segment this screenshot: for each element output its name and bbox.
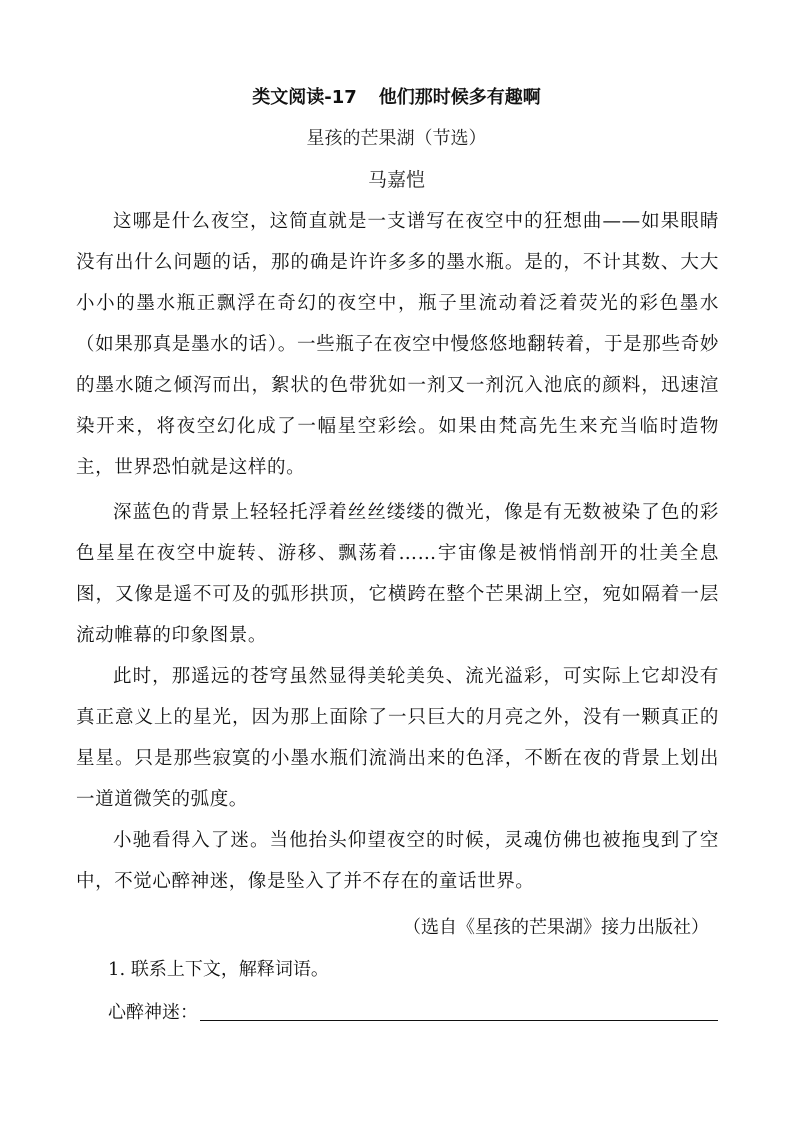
page-title [0, 86, 793, 110]
article-author: 马嘉恺 [367, 169, 425, 191]
title-theme: 他们那时候多有趣啊 [378, 87, 541, 108]
title-series: 类文阅读-17 [252, 87, 357, 108]
source-citation: （选自《星孩的芒果湖》接力出版社） [403, 917, 709, 938]
article-title: 星孩的芒果湖（节选） [306, 128, 487, 149]
paragraph-3: 此时，那遥远的苍穹虽然显得美轮美奂、流光溢彩，可实际上它却没有真正意义上的星光，因为那上面除了一只巨大的月亮之外，没有一颗真正的星星。只是那些寂寞的小墨水瓶们流淌出来的色泽，不断在夜的背景上划出一道道微笑的弧度。 [76, 666, 719, 810]
paragraph-2: 深蓝色的背景上轻轻托浮着丝丝缕缕的微光，像是有无数被染了色的彩色星星在夜空中旋转、游移、飘荡着……宇宙像是被悄悄剖开的壮美全息图，又像是遥不可及的弧形拱顶，它横跨在整个芒果湖上空，宛如隔着一层流动帷幕的印象图景。 [76, 502, 719, 646]
answer-blank-line[interactable] [200, 1020, 718, 1021]
term-label: 心醉神迷： [108, 1002, 198, 1023]
paragraph-1: 这哪是什么夜空，这简直就是一支谱写在夜空中的狂想曲——如果眼睛没有出什么问题的话，那的确是许许多多的墨水瓶。是的，不计其数、大大小小的墨水瓶正飘浮在奇幻的夜空中，瓶子里流动着泛着荧光的彩色墨水（如果那真是墨水的话）。一些瓶子在夜空中慢悠悠地翻转着，于是那些奇妙的墨水随之倾泻而出，絮状的色带犹如一剂又一剂沉入池底的颜料，迅速渲染开来，将夜空幻化成了一幅星空彩绘。如果由梵高先生来充当临时造物主，世界恐怕就是这样的。 [76, 211, 719, 478]
question-1-answer-row [108, 999, 720, 1027]
question-1-prompt: 1. 联系上下文，解释词语。 [108, 959, 329, 980]
paragraph-4: 小驰看得入了迷。当他抬头仰望夜空的时候，灵魂仿佛也被拖曳到了空中，不觉心醉神迷，像是坠入了并不存在的童话世界。 [76, 830, 719, 892]
